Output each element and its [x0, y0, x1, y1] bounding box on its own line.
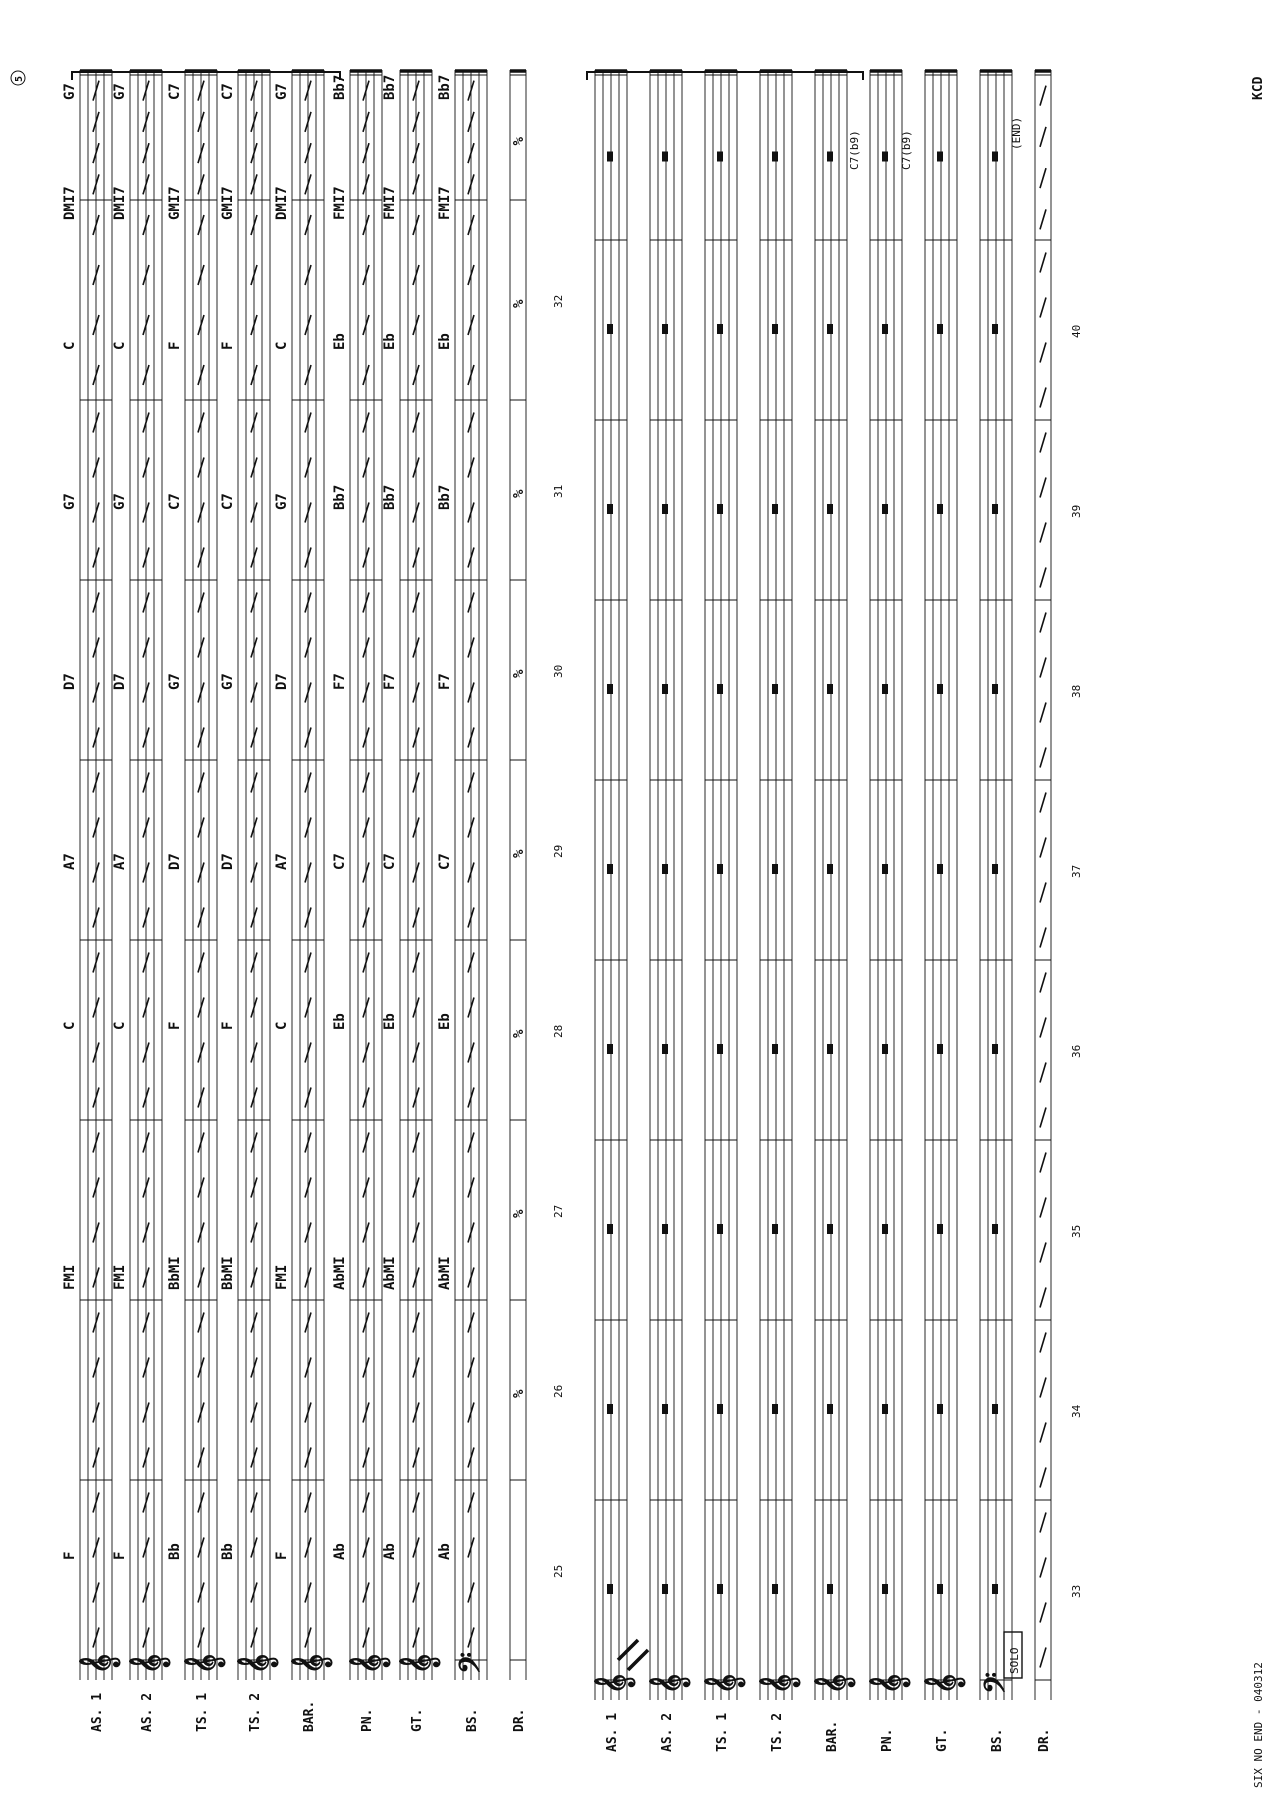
- whole-rest: [827, 152, 833, 162]
- whole-rest: [662, 1584, 668, 1594]
- staff-gt: [924, 70, 966, 1752]
- whole-rest: [662, 1044, 668, 1054]
- staff-dr: [1035, 70, 1052, 1752]
- chord-symbol: DMI7: [274, 186, 290, 220]
- clef-icon: 𝄞: [291, 1653, 331, 1674]
- chord-symbol: GMI7: [220, 186, 236, 220]
- whole-rest: [717, 1584, 723, 1594]
- chord-symbol: F: [167, 341, 183, 350]
- whole-rest: [717, 324, 723, 334]
- whole-rest: [937, 1044, 943, 1054]
- clef-icon: 𝄞: [924, 1673, 964, 1694]
- chord-symbol: Eb: [332, 333, 348, 350]
- staff-bar: [814, 70, 856, 1752]
- solo-label: SOLO: [1008, 1647, 1021, 1674]
- chord-symbol: Eb: [332, 1013, 348, 1030]
- ending-chord-pn: C7(b9): [848, 130, 861, 170]
- whole-rest: [937, 152, 943, 162]
- slash-mark: [1040, 127, 1046, 147]
- chord-symbol: G7: [112, 493, 128, 510]
- whole-rest: [992, 1584, 998, 1594]
- chord-symbol: A7: [274, 853, 290, 870]
- slash-mark: [1040, 928, 1046, 948]
- chord-symbol: F: [274, 1551, 290, 1560]
- slash-mark: [1040, 1513, 1046, 1533]
- instrument-label: AS. 1: [605, 1712, 620, 1752]
- measure-repeat-icon: %: [511, 299, 527, 308]
- chord-symbol: A7: [112, 853, 128, 870]
- staff-ts2: [220, 70, 279, 1732]
- instrument-label: TS. 2: [770, 1712, 785, 1752]
- whole-rest: [607, 684, 613, 694]
- clef-icon: 𝄢: [979, 1672, 1019, 1694]
- chord-symbol: AbMI: [382, 1256, 398, 1290]
- clef-icon: 𝄞: [649, 1673, 689, 1694]
- slash-mark: [1040, 86, 1046, 106]
- staff-dr: [510, 70, 527, 1732]
- chord-symbol: Bb7: [437, 484, 453, 510]
- whole-rest: [992, 152, 998, 162]
- chord-symbol: G7: [62, 83, 78, 100]
- whole-rest: [772, 684, 778, 694]
- whole-rest: [717, 152, 723, 162]
- whole-rest: [882, 1404, 888, 1414]
- chord-symbol: C: [112, 341, 128, 350]
- whole-rest: [717, 1044, 723, 1054]
- chord-symbol: FMI7: [332, 186, 348, 220]
- system-break-stroke-2: [628, 1650, 648, 1670]
- staff-ts1: [167, 70, 226, 1732]
- chord-symbol: Ab: [382, 1543, 398, 1560]
- whole-rest: [717, 1404, 723, 1414]
- measure-number: 33: [1070, 1584, 1083, 1598]
- slash-mark: [1040, 1018, 1046, 1038]
- chord-symbol: FMI: [62, 1264, 78, 1290]
- whole-rest: [937, 1584, 943, 1594]
- clef-icon: 𝄞: [814, 1673, 854, 1694]
- chord-symbol: C7: [167, 493, 183, 510]
- whole-rest: [992, 504, 998, 514]
- slash-mark: [1040, 388, 1046, 408]
- measure-number: 37: [1070, 864, 1083, 878]
- staff-as1: [62, 70, 121, 1732]
- slash-mark: [1040, 209, 1046, 229]
- instrument-label: TS. 2: [248, 1692, 263, 1732]
- slash-mark: [1040, 1468, 1046, 1488]
- staff-gt: [382, 70, 441, 1732]
- chord-symbol: F: [62, 1551, 78, 1560]
- solo-box: [1004, 1632, 1022, 1678]
- slash-mark: [1040, 523, 1046, 543]
- staff-pn: [332, 70, 391, 1732]
- chord-symbol: F: [112, 1551, 128, 1560]
- measure-repeat-icon: %: [511, 1209, 527, 1218]
- whole-rest: [607, 152, 613, 162]
- whole-rest: [607, 1404, 613, 1414]
- chord-symbol: AbMI: [332, 1256, 348, 1290]
- whole-rest: [772, 1224, 778, 1234]
- chord-symbol: G7: [62, 493, 78, 510]
- clef-icon: 𝄞: [704, 1673, 744, 1694]
- measure-number: 26: [552, 1384, 565, 1398]
- chord-symbol: Bb7: [437, 74, 453, 100]
- whole-rest: [937, 684, 943, 694]
- chord-symbol: C7: [437, 853, 453, 870]
- staff-pn: [869, 70, 911, 1752]
- slash-mark: [1040, 793, 1046, 813]
- staff-ts1: [704, 70, 746, 1752]
- chord-symbol: Eb: [382, 1013, 398, 1030]
- whole-rest: [717, 504, 723, 514]
- chord-symbol: Bb7: [332, 484, 348, 510]
- whole-rest: [772, 864, 778, 874]
- whole-rest: [827, 1224, 833, 1234]
- slash-mark: [1040, 1423, 1046, 1443]
- system-break-stroke-1: [618, 1640, 638, 1660]
- chord-symbol: BbMI: [220, 1256, 236, 1290]
- chord-symbol: F: [167, 1021, 183, 1030]
- clef-icon: 𝄞: [129, 1653, 169, 1674]
- chord-symbol: C: [274, 1021, 290, 1030]
- staff-bs: [979, 70, 1019, 1752]
- ending-chord-gt: C7(b9): [900, 130, 913, 170]
- chord-symbol: F7: [382, 673, 398, 690]
- chord-symbol: C7: [382, 853, 398, 870]
- whole-rest: [662, 504, 668, 514]
- measure-number: 25: [552, 1564, 565, 1578]
- slash-mark: [1040, 568, 1046, 588]
- instrument-label: GT.: [935, 1728, 950, 1752]
- clef-icon: 𝄞: [237, 1653, 277, 1674]
- chord-symbol: G7: [274, 493, 290, 510]
- system-1: [62, 70, 565, 1732]
- chord-symbol: FMI7: [437, 186, 453, 220]
- slash-mark: [1040, 298, 1046, 318]
- whole-rest: [992, 684, 998, 694]
- whole-rest: [717, 684, 723, 694]
- chord-symbol: GMI7: [167, 186, 183, 220]
- whole-rest: [827, 864, 833, 874]
- whole-rest: [662, 684, 668, 694]
- clef-icon: 𝄞: [594, 1673, 634, 1694]
- chord-symbol: D7: [274, 673, 290, 690]
- whole-rest: [882, 324, 888, 334]
- whole-rest: [827, 504, 833, 514]
- instrument-label: DR.: [1037, 1728, 1052, 1752]
- slash-mark: [1040, 1243, 1046, 1263]
- whole-rest: [827, 684, 833, 694]
- whole-rest: [662, 324, 668, 334]
- staff-as1: [594, 70, 636, 1752]
- chord-symbol: D7: [112, 673, 128, 690]
- whole-rest: [937, 324, 943, 334]
- staff-as2: [649, 70, 691, 1752]
- whole-rest: [937, 504, 943, 514]
- chord-symbol: Eb: [437, 333, 453, 350]
- chord-symbol: F7: [437, 673, 453, 690]
- chord-symbol: Bb7: [332, 74, 348, 100]
- measure-number: 36: [1070, 1044, 1083, 1058]
- whole-rest: [827, 1584, 833, 1594]
- whole-rest: [772, 1584, 778, 1594]
- clef-icon: 𝄢: [454, 1652, 494, 1674]
- instrument-label: TS. 1: [195, 1692, 210, 1732]
- measure-repeat-icon: %: [511, 669, 527, 678]
- whole-rest: [607, 864, 613, 874]
- whole-rest: [937, 864, 943, 874]
- chord-symbol: G7: [274, 83, 290, 100]
- instrument-label: DR.: [512, 1708, 527, 1732]
- instrument-label: PN.: [880, 1728, 895, 1752]
- measure-number: 32: [552, 294, 565, 308]
- measure-number: 40: [1070, 324, 1083, 338]
- slash-mark: [1040, 1603, 1046, 1623]
- measure-repeat-icon: %: [511, 137, 527, 146]
- sax-bracket: [587, 72, 863, 80]
- chord-symbol: BbMI: [167, 1256, 183, 1290]
- instrument-label: GT.: [410, 1708, 425, 1732]
- instrument-label: BS.: [465, 1708, 480, 1732]
- clef-icon: 𝄞: [759, 1673, 799, 1694]
- whole-rest: [717, 1224, 723, 1234]
- measure-repeat-icon: %: [511, 1389, 527, 1398]
- chord-symbol: FMI: [274, 1264, 290, 1290]
- slash-mark: [1040, 1288, 1046, 1308]
- chord-symbol: Eb: [382, 333, 398, 350]
- chord-symbol: Ab: [332, 1543, 348, 1560]
- measure-number: 29: [552, 844, 565, 858]
- slash-mark: [1040, 1063, 1046, 1083]
- chord-symbol: Eb: [437, 1013, 453, 1030]
- whole-rest: [992, 864, 998, 874]
- staff-bar: [274, 70, 333, 1732]
- whole-rest: [607, 504, 613, 514]
- system-2: [587, 70, 1083, 1752]
- measure-number: 28: [552, 1024, 565, 1038]
- chord-symbol: D7: [220, 853, 236, 870]
- whole-rest: [607, 324, 613, 334]
- clef-icon: 𝄞: [79, 1653, 119, 1674]
- instrument-label: TS. 1: [715, 1712, 730, 1752]
- chord-symbol: G7: [220, 673, 236, 690]
- whole-rest: [882, 1224, 888, 1234]
- chord-symbol: Bb7: [382, 484, 398, 510]
- instrument-label: BAR.: [302, 1700, 317, 1732]
- slash-mark: [1040, 613, 1046, 633]
- whole-rest: [607, 1584, 613, 1594]
- chord-symbol: A7: [62, 853, 78, 870]
- whole-rest: [772, 152, 778, 162]
- whole-rest: [772, 324, 778, 334]
- slash-mark: [1040, 1558, 1046, 1578]
- whole-rest: [662, 864, 668, 874]
- chord-symbol: AbMI: [437, 1256, 453, 1290]
- whole-rest: [827, 1404, 833, 1414]
- whole-rest: [882, 1044, 888, 1054]
- whole-rest: [992, 1044, 998, 1054]
- chord-symbol: G7: [167, 673, 183, 690]
- measure-number: 38: [1070, 684, 1083, 698]
- whole-rest: [607, 1224, 613, 1234]
- chord-symbol: C: [62, 1021, 78, 1030]
- footer-title: SIX NO END - 040312: [1252, 1662, 1265, 1788]
- chord-symbol: C7: [220, 83, 236, 100]
- slash-mark: [1040, 1648, 1046, 1668]
- whole-rest: [882, 1584, 888, 1594]
- clef-icon: 𝄞: [184, 1653, 224, 1674]
- clef-icon: 𝄞: [869, 1673, 909, 1694]
- whole-rest: [717, 864, 723, 874]
- chord-symbol: DMI7: [62, 186, 78, 220]
- chord-symbol: Ab: [437, 1543, 453, 1560]
- slash-mark: [1040, 1198, 1046, 1218]
- staff-bs: [437, 70, 494, 1732]
- chord-symbol: Bb: [220, 1543, 236, 1560]
- chord-symbol: C: [274, 341, 290, 350]
- staff-as2: [112, 70, 171, 1732]
- slash-mark: [1040, 1153, 1046, 1173]
- measure-number: 35: [1070, 1224, 1083, 1238]
- whole-rest: [937, 1224, 943, 1234]
- whole-rest: [662, 1404, 668, 1414]
- measure-number: 34: [1070, 1404, 1083, 1418]
- chord-symbol: Bb7: [382, 74, 398, 100]
- whole-rest: [827, 1044, 833, 1054]
- instrument-label: BAR.: [825, 1720, 840, 1752]
- measure-repeat-icon: %: [511, 489, 527, 498]
- chord-symbol: FMI: [112, 1264, 128, 1290]
- measure-number: 31: [552, 484, 565, 498]
- instrument-label: AS. 1: [90, 1692, 105, 1732]
- chord-symbol: C: [62, 341, 78, 350]
- slash-mark: [1040, 658, 1046, 678]
- slash-mark: [1040, 478, 1046, 498]
- whole-rest: [662, 1224, 668, 1234]
- chord-symbol: F7: [332, 673, 348, 690]
- chord-symbol: F: [220, 1021, 236, 1030]
- clef-icon: 𝄞: [399, 1653, 439, 1674]
- measure-repeat-icon: %: [511, 849, 527, 858]
- staff-ts2: [759, 70, 801, 1752]
- whole-rest: [882, 864, 888, 874]
- slash-mark: [1040, 883, 1046, 903]
- slash-mark: [1040, 703, 1046, 723]
- slash-mark: [1040, 1108, 1046, 1128]
- whole-rest: [992, 324, 998, 334]
- chord-symbol: C7: [220, 493, 236, 510]
- slash-mark: [1040, 1378, 1046, 1398]
- footer-initials: KCD: [1251, 76, 1266, 100]
- whole-rest: [772, 504, 778, 514]
- measure-number: 39: [1070, 504, 1083, 518]
- chord-symbol: Bb: [167, 1543, 183, 1560]
- slash-mark: [1040, 433, 1046, 453]
- measure-number: 27: [552, 1204, 565, 1218]
- chord-symbol: D7: [167, 853, 183, 870]
- page-number: 5: [14, 75, 25, 82]
- clef-icon: 𝄞: [349, 1653, 389, 1674]
- instrument-label: BS.: [990, 1728, 1005, 1752]
- whole-rest: [827, 324, 833, 334]
- chord-symbol: DMI7: [112, 186, 128, 220]
- end-label: (END): [1010, 116, 1023, 150]
- instrument-label: AS. 2: [660, 1712, 675, 1752]
- slash-mark: [1040, 253, 1046, 273]
- whole-rest: [992, 1224, 998, 1234]
- whole-rest: [937, 1404, 943, 1414]
- slash-mark: [1040, 973, 1046, 993]
- measure-repeat-icon: %: [511, 1029, 527, 1038]
- chord-symbol: D7: [62, 673, 78, 690]
- whole-rest: [882, 504, 888, 514]
- slash-mark: [1040, 1333, 1046, 1353]
- chord-symbol: FMI7: [382, 186, 398, 220]
- slash-mark: [1040, 838, 1046, 858]
- instrument-label: AS. 2: [140, 1692, 155, 1732]
- slash-mark: [1040, 168, 1046, 188]
- whole-rest: [772, 1044, 778, 1054]
- chord-symbol: C: [112, 1021, 128, 1030]
- measure-number: 30: [552, 664, 565, 678]
- whole-rest: [607, 1044, 613, 1054]
- chord-symbol: F: [220, 341, 236, 350]
- chord-symbol: C7: [167, 83, 183, 100]
- whole-rest: [772, 1404, 778, 1414]
- chord-symbol: G7: [112, 83, 128, 100]
- slash-mark: [1040, 748, 1046, 768]
- chord-symbol: C7: [332, 853, 348, 870]
- whole-rest: [882, 152, 888, 162]
- whole-rest: [882, 684, 888, 694]
- whole-rest: [662, 152, 668, 162]
- slash-mark: [1040, 343, 1046, 363]
- instrument-label: PN.: [360, 1708, 375, 1732]
- whole-rest: [992, 1404, 998, 1414]
